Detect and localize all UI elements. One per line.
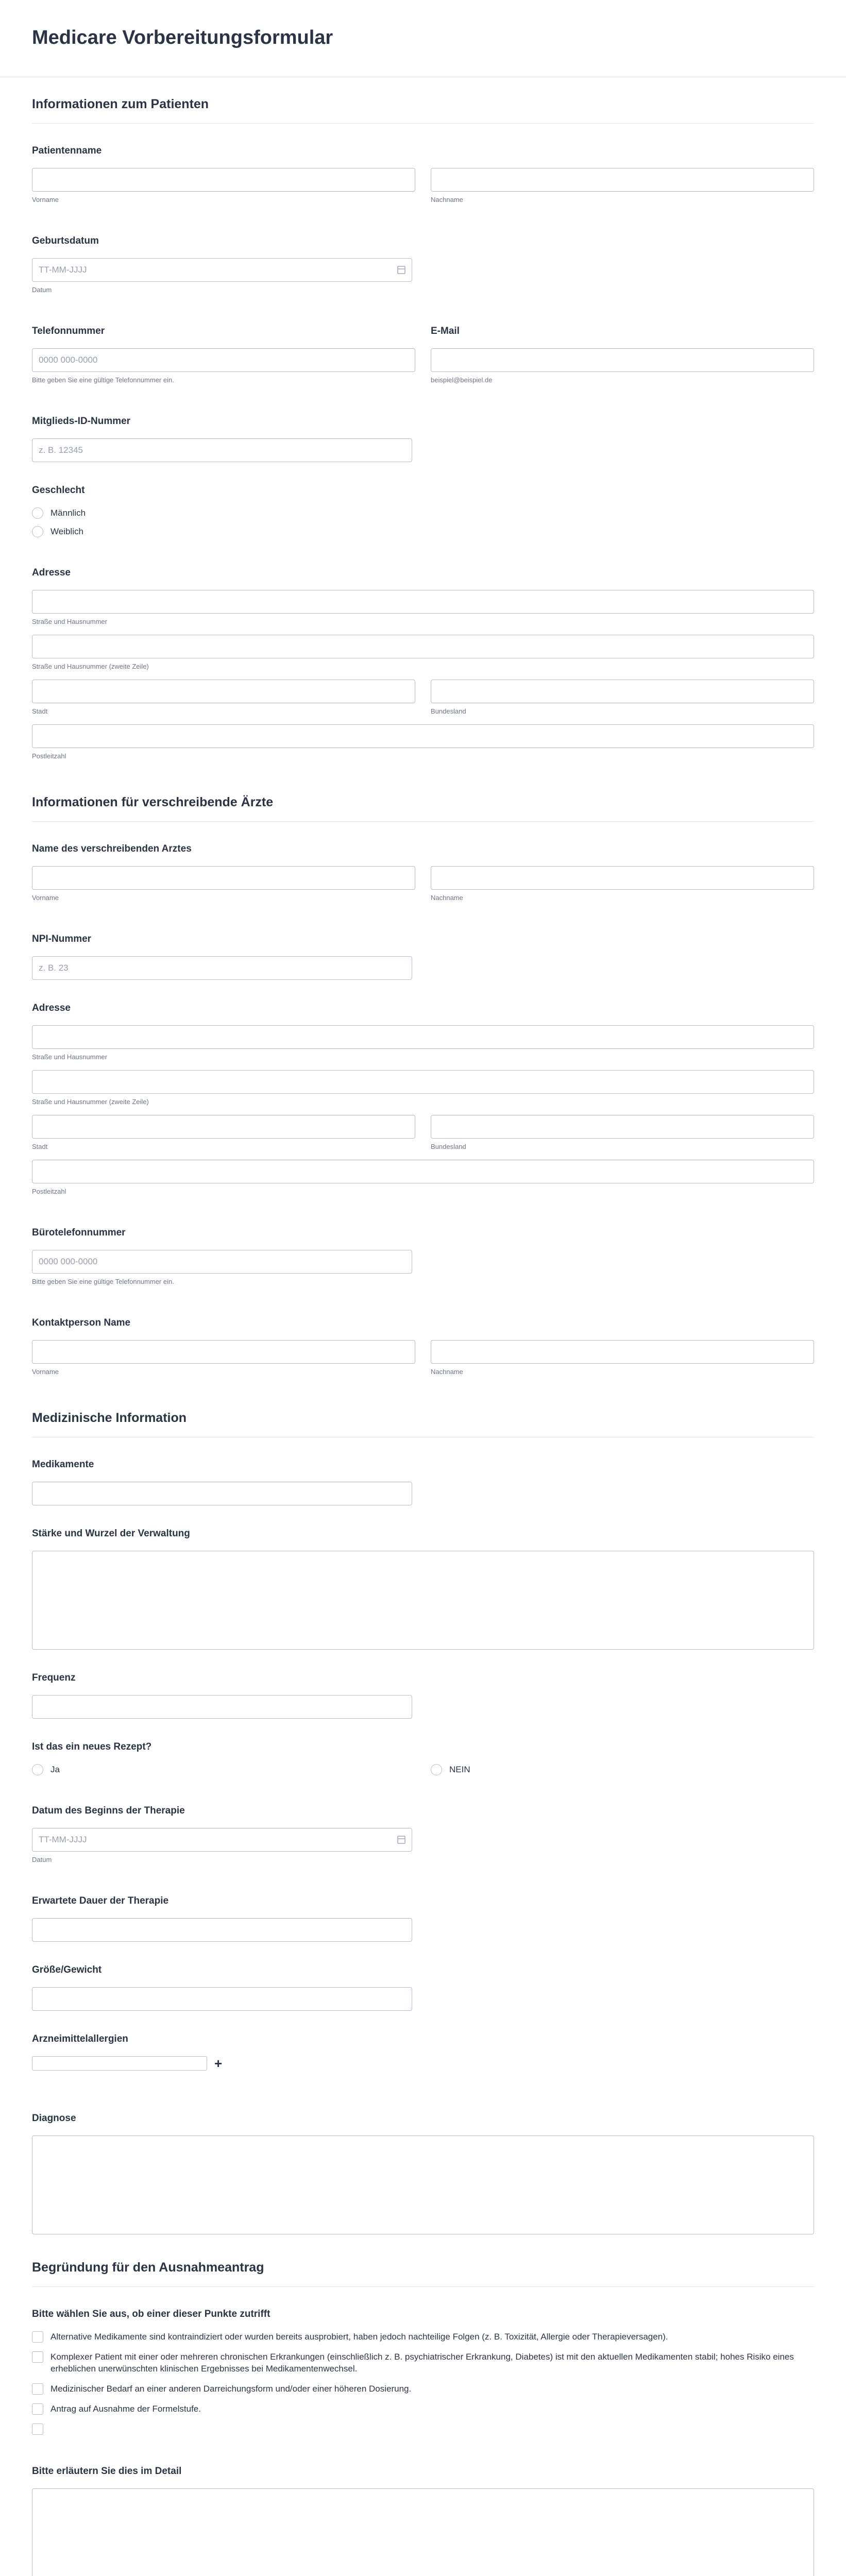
gender-question <box>32 468 814 551</box>
new-rx-option-label: NEIN <box>449 1765 470 1774</box>
patient-city-sub: Stadt <box>32 707 48 715</box>
phone-sub: Bitte geben Sie eine gültige Telefonnummer ein. <box>32 376 174 384</box>
exception-select-question <box>32 2292 814 2449</box>
exception-option-label: Komplexer Patient mit einer oder mehreren chronischen Erkrankungen (einschließlich z. B. psychiatrischer Erkrankung, Diabetes) ist mit den aktuellen Medikamenten stabil; hohes Risiko eines erheblichen unerwünschten klinischen Ergebnisses bei Medikamentenwechsel. <box>50 2351 794 2374</box>
allergies-label: Arzneimittelallergien <box>32 2033 128 2044</box>
allergies-input[interactable] <box>32 2056 207 2071</box>
patient-state-sub: Bundesland <box>431 707 466 715</box>
dob-sub: Datum <box>32 286 52 294</box>
radio-button[interactable] <box>431 1764 442 1775</box>
patient-first-name-sub: Vorname <box>32 196 59 204</box>
medications-question <box>32 1443 814 1512</box>
office-phone-placeholder: 0000 000-0000 <box>39 1257 98 1266</box>
diagnosis-question <box>32 2077 814 2241</box>
strength-label: Stärke und Wurzel der Verwaltung <box>32 1528 190 1539</box>
start-date-label: Datum des Beginns der Therapie <box>32 1805 185 1816</box>
new-rx-question <box>32 1725 814 1789</box>
patient-street2-input[interactable] <box>32 635 814 658</box>
phone-input[interactable] <box>32 348 415 372</box>
doctor-first-name-input[interactable] <box>32 866 415 890</box>
checkbox[interactable] <box>32 2351 43 2363</box>
patient-last-name-sub: Nachname <box>431 196 463 204</box>
patient-address-label: Adresse <box>32 567 71 578</box>
height-weight-question <box>32 1948 814 2017</box>
contact-question <box>32 309 814 399</box>
contact-person-label: Kontaktperson Name <box>32 1317 131 1328</box>
patient-street2-sub: Straße und Hausnummer (zweite Zeile) <box>32 663 149 670</box>
office-phone-sub: Bitte geben Sie eine gültige Telefonnummer ein. <box>32 1278 174 1285</box>
email-input[interactable] <box>431 348 814 372</box>
dob-question <box>32 219 814 309</box>
doctor-zip-input[interactable] <box>32 1160 814 1183</box>
doctor-street1-input[interactable] <box>32 1025 814 1049</box>
phone-label: Telefonnummer <box>32 326 105 336</box>
doctor-city-input[interactable] <box>32 1115 415 1139</box>
contact-first-name-sub: Vorname <box>32 1368 59 1376</box>
patient-zip-input[interactable] <box>32 724 814 748</box>
patient-city-input[interactable] <box>32 680 415 703</box>
contact-last-name-input[interactable] <box>431 1340 814 1364</box>
patient-section-title: Informationen zum Patienten <box>32 97 209 111</box>
patient-street1-input[interactable] <box>32 590 814 614</box>
gender-option-female[interactable] <box>32 526 814 537</box>
form-header <box>0 0 846 77</box>
exception-option-5[interactable] <box>32 2424 814 2435</box>
frequency-question <box>32 1656 814 1725</box>
npi-question <box>32 917 814 986</box>
exception-option-label: Antrag auf Ausnahme der Formelstufe. <box>50 2403 201 2414</box>
radio-button[interactable] <box>32 526 43 537</box>
patient-first-name-input[interactable] <box>32 168 415 192</box>
new-rx-label: Ist das ein neues Rezept? <box>32 1741 152 1752</box>
medical-section-title: Medizinische Information <box>32 1411 187 1425</box>
radio-button[interactable] <box>32 507 43 519</box>
exception-option-label: Alternative Medikamente sind kontraindiziert oder wurden bereits ausprobiert, haben jedoch nachteilige Folgen (z. B. Toxizität, Allergie oder Therapieversagen). <box>50 2332 668 2342</box>
form-body <box>0 77 846 2576</box>
height-weight-label: Größe/Gewicht <box>32 1964 102 1975</box>
medications-input[interactable] <box>32 1482 412 1505</box>
duration-input[interactable] <box>32 1918 412 1942</box>
detail-textarea[interactable] <box>32 2488 814 2576</box>
dob-placeholder: TT-MM-JJJJ <box>39 265 87 275</box>
allergies-question <box>32 2017 814 2077</box>
gender-option-label: Männlich <box>50 508 86 518</box>
doctor-street2-input[interactable] <box>32 1070 814 1094</box>
contact-first-name-input[interactable] <box>32 1340 415 1364</box>
doctor-address-question <box>32 986 814 1211</box>
patient-last-name-input[interactable] <box>431 168 814 192</box>
medical-section-header <box>32 1391 814 1437</box>
patient-state-input[interactable] <box>431 680 814 703</box>
doctor-address-label: Adresse <box>32 1003 71 1013</box>
doctor-last-name-sub: Nachname <box>431 894 463 902</box>
patient-zip-sub: Postleitzahl <box>32 752 66 760</box>
office-phone-question <box>32 1211 814 1301</box>
duration-label: Erwartete Dauer der Therapie <box>32 1895 169 1906</box>
patient-section-header <box>32 77 814 124</box>
new-rx-option-yes[interactable] <box>32 1764 415 1775</box>
detail-label: Bitte erläutern Sie dies im Detail <box>32 2465 182 2477</box>
exception-select-label: Bitte wählen Sie aus, ob einer dieser Punkte zutrifft <box>32 2309 270 2319</box>
exception-section-header <box>32 2241 814 2287</box>
gender-label: Geschlecht <box>32 485 85 496</box>
office-phone-label: Bürotelefonnummer <box>32 1227 126 1238</box>
npi-input[interactable] <box>32 956 412 980</box>
form-title: Medicare Vorbereitungsformular <box>32 27 333 48</box>
patient-address-question <box>32 551 814 775</box>
patient-street1-sub: Straße und Hausnummer <box>32 618 107 625</box>
phone-placeholder: 0000 000-0000 <box>39 355 98 365</box>
gender-option-male[interactable] <box>32 507 814 519</box>
member-id-placeholder: z. B. 12345 <box>39 445 83 455</box>
doctor-last-name-input[interactable] <box>431 866 814 890</box>
dob-label: Geburtsdatum <box>32 235 99 246</box>
strength-question <box>32 1512 814 1656</box>
start-date-placeholder: TT-MM-JJJJ <box>39 1835 87 1844</box>
npi-label: NPI-Nummer <box>32 934 92 944</box>
doctor-name-label: Name des verschreibenden Arztes <box>32 843 192 854</box>
exception-option-4[interactable] <box>32 2403 814 2415</box>
exception-option-2[interactable] <box>32 2351 814 2375</box>
doctor-street2-sub: Straße und Hausnummer (zweite Zeile) <box>32 1098 149 1106</box>
start-date-question <box>32 1789 814 1879</box>
add-icon[interactable]: + <box>214 2056 223 2071</box>
office-phone-input[interactable] <box>32 1250 412 1274</box>
doctor-city-sub: Stadt <box>32 1143 48 1150</box>
npi-placeholder: z. B. 23 <box>39 963 69 973</box>
diagnosis-textarea[interactable] <box>32 2136 814 2234</box>
frequency-input[interactable] <box>32 1695 412 1719</box>
doctor-section-title: Informationen für verschreibende Ärzte <box>32 795 274 809</box>
radio-button[interactable] <box>32 1764 43 1775</box>
medications-label: Medikamente <box>32 1459 94 1470</box>
patient-name-label: Patientenname <box>32 145 102 156</box>
diagnosis-label: Diagnose <box>32 2113 76 2124</box>
contact-person-question <box>32 1301 814 1391</box>
start-date-sub: Datum <box>32 1856 52 1863</box>
start-date-input[interactable] <box>32 1828 412 1852</box>
gender-option-label: Weiblich <box>50 527 83 536</box>
strength-textarea[interactable] <box>32 1551 814 1650</box>
calendar-icon[interactable] <box>397 266 405 274</box>
patient-name-question <box>32 129 814 219</box>
new-rx-option-label: Ja <box>50 1765 60 1774</box>
email-sub: beispiel@beispiel.de <box>431 376 493 384</box>
checkbox[interactable] <box>32 2403 43 2415</box>
exception-option-3[interactable] <box>32 2383 814 2395</box>
checkbox[interactable] <box>32 2424 43 2435</box>
checkbox[interactable] <box>32 2383 43 2395</box>
doctor-zip-sub: Postleitzahl <box>32 1188 66 1195</box>
doctor-street1-sub: Straße und Hausnummer <box>32 1053 107 1061</box>
duration-question <box>32 1879 814 1948</box>
member-id-label: Mitglieds-ID-Nummer <box>32 416 131 427</box>
member-id-input[interactable] <box>32 438 412 462</box>
calendar-icon[interactable] <box>397 1836 405 1844</box>
doctor-name-question <box>32 827 814 917</box>
doctor-first-name-sub: Vorname <box>32 894 59 902</box>
checkbox[interactable] <box>32 2331 43 2343</box>
exception-section-title: Begründung für den Ausnahmeantrag <box>32 2260 264 2275</box>
member-id-question <box>32 399 814 468</box>
height-weight-input[interactable] <box>32 1987 412 2011</box>
dob-input[interactable] <box>32 258 412 282</box>
contact-last-name-sub: Nachname <box>431 1368 463 1376</box>
exception-option-label: Medizinischer Bedarf an einer anderen Darreichungsform und/oder einer höheren Dosierung. <box>50 2383 412 2394</box>
email-label: E-Mail <box>431 326 460 336</box>
frequency-label: Frequenz <box>32 1672 76 1683</box>
doctor-section-header <box>32 775 814 822</box>
detail-question <box>32 2449 814 2576</box>
doctor-state-sub: Bundesland <box>431 1143 466 1150</box>
new-rx-option-no[interactable] <box>431 1764 814 1775</box>
exception-option-1[interactable] <box>32 2331 814 2343</box>
doctor-state-input[interactable] <box>431 1115 814 1139</box>
